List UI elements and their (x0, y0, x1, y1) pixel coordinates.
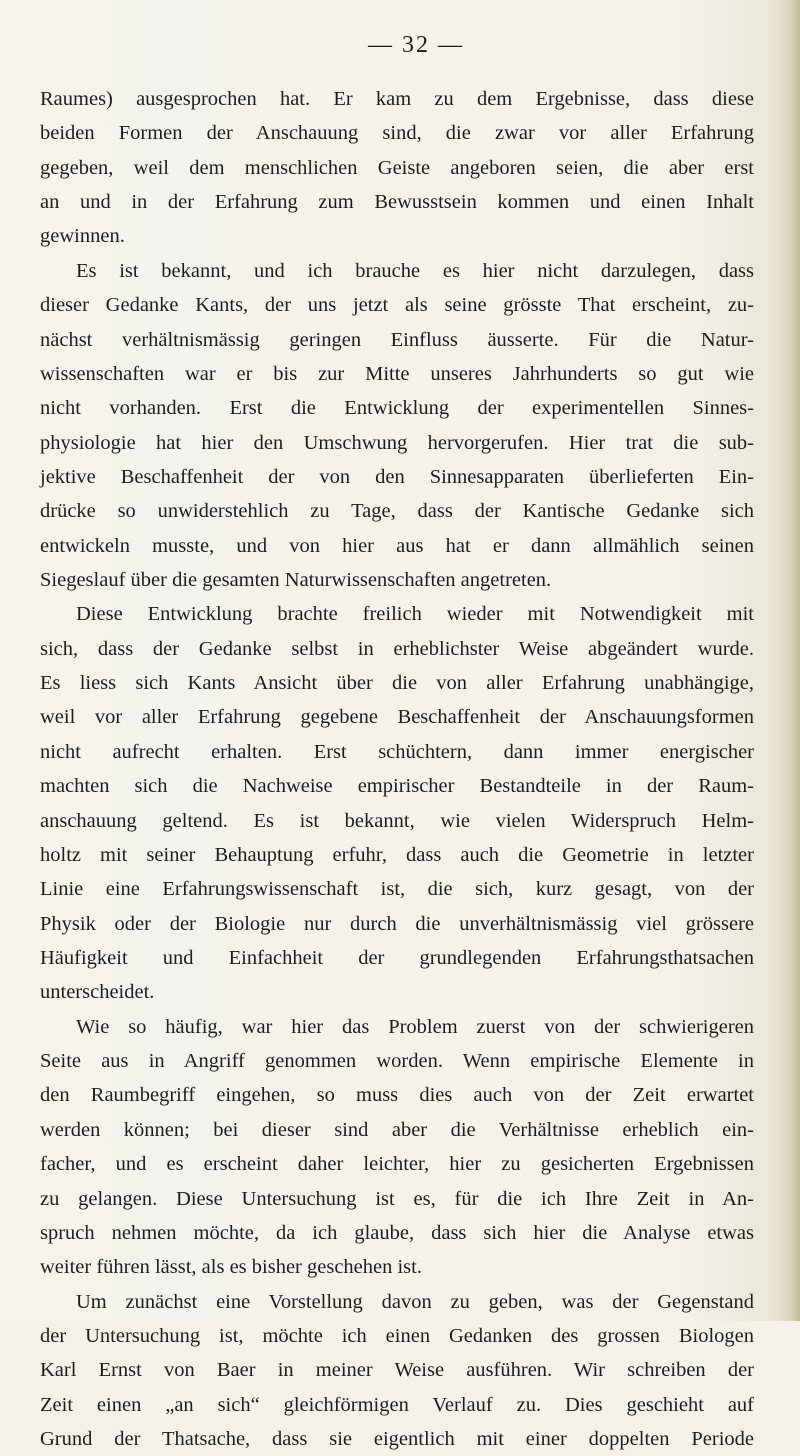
page-edge-shadow (778, 0, 800, 1321)
text-line: beiden Formen der Anschauung sind, die zwar vor aller Erfahrung (40, 122, 754, 145)
text-line: physiologie hat hier den Umschwung hervorgerufen. Hier trat die sub- (40, 431, 754, 454)
text-line: sich, dass der Gedanke selbst in erheblichster Weise abgeändert wurde. (40, 637, 754, 660)
text-line: holtz mit seiner Behauptung erfuhr, dass auch die Geometrie in letzter (40, 843, 754, 866)
text-line: der Untersuchung ist, möchte ich einen Gedanken des grossen Biologen (40, 1324, 754, 1347)
text-line: Grund der Thatsache, dass sie eigentlich mit einer doppelten Periode (40, 1428, 754, 1451)
text-line: anschauung geltend. Es ist bekannt, wie vielen Widerspruch Helm- (40, 809, 754, 832)
text-line: Karl Ernst von Baer in meiner Weise ausführen. Wir schreiben der (40, 1359, 754, 1382)
text-line: weil vor aller Erfahrung gegebene Beschaffenheit der Anschauungsformen (40, 706, 754, 729)
text-line: den Raumbegriff eingehen, so muss dies auch von der Zeit erwartet (40, 1084, 754, 1107)
text-line: nicht vorhanden. Erst die Entwicklung der experimentellen Sinnes- (40, 397, 754, 420)
text-line: Diese Entwicklung brachte freilich wieder mit Notwendigkeit mit (76, 603, 754, 626)
text-line: Es ist bekannt, und ich brauche es hier nicht darzulegen, dass (76, 259, 754, 282)
text-line: jektive Beschaffenheit der von den Sinnesapparaten überlieferten Ein- (40, 465, 754, 488)
text-line: drücke so unwiderstehlich zu Tage, dass der Kantische Gedanke sich (40, 500, 754, 523)
text-line: Linie eine Erfahrungswissenschaft ist, die sich, kurz gesagt, von der (40, 878, 754, 901)
text-line: werden können; bei dieser sind aber die Verhältnisse erheblich ein- (40, 1118, 754, 1141)
text-line: dieser Gedanke Kants, der uns jetzt als seine grösste That erscheint, zu- (40, 294, 754, 317)
text-line: Wie so häufig, war hier das Problem zuerst von der schwierigeren (76, 1015, 754, 1038)
text-line: Siegeslauf über die gesamten Naturwissenschaften angetreten. (40, 569, 552, 592)
text-line: Seite aus in Angriff genommen worden. Wenn empirische Elemente in (40, 1050, 754, 1073)
text-line: facher, und es erscheint daher leichter, hier zu gesicherten Ergebnissen (40, 1153, 754, 1176)
text-line: Um zunächst eine Vorstellung davon zu geben, was der Gegenstand (76, 1290, 754, 1313)
text-line: entwickeln musste, und von hier aus hat er dann allmählich seinen (40, 534, 754, 557)
text-line: Physik oder der Biologie nur durch die unverhältnismässig viel grössere (40, 912, 754, 935)
text-line: wissenschaften war er bis zur Mitte unseres Jahrhunderts so gut wie (40, 362, 754, 385)
page-number: — 32 — (368, 32, 464, 58)
text-line: nächst verhältnismässig geringen Einfluss äusserte. Für die Natur- (40, 328, 754, 351)
text-line: unterscheidet. (40, 981, 155, 1004)
text-line: Zeit einen „an sich“ gleichförmigen Verlauf zu. Dies geschieht auf (40, 1393, 754, 1416)
text-line: spruch nehmen möchte, da ich glaube, dass sich hier die Analyse etwas (40, 1221, 754, 1244)
text-line: gegeben, weil dem menschlichen Geiste angeboren seien, die aber erst (40, 156, 754, 179)
text-line: nicht aufrecht erhalten. Erst schüchtern, dann immer energischer (40, 740, 754, 763)
text-line: Häufigkeit und Einfachheit der grundlegenden Erfahrungsthatsachen (40, 946, 754, 969)
text-line: machten sich die Nachweise empirischer Bestandteile in der Raum- (40, 775, 754, 798)
text-line: zu gelangen. Diese Untersuchung ist es, für die ich Ihre Zeit in An- (40, 1187, 754, 1210)
text-line: Es liess sich Kants Ansicht über die von aller Erfahrung unabhängige, (40, 672, 754, 695)
text-line: Raumes) ausgesprochen hat. Er kam zu dem Ergebnisse, dass diese (40, 88, 754, 110)
body-text (40, 82, 754, 1456)
text-line: weiter führen lässt, als es bisher geschehen ist. (40, 1256, 422, 1279)
text-line: gewinnen. (40, 225, 125, 248)
text-line: an und in der Erfahrung zum Bewusstsein kommen und einen Inhalt (40, 191, 754, 214)
